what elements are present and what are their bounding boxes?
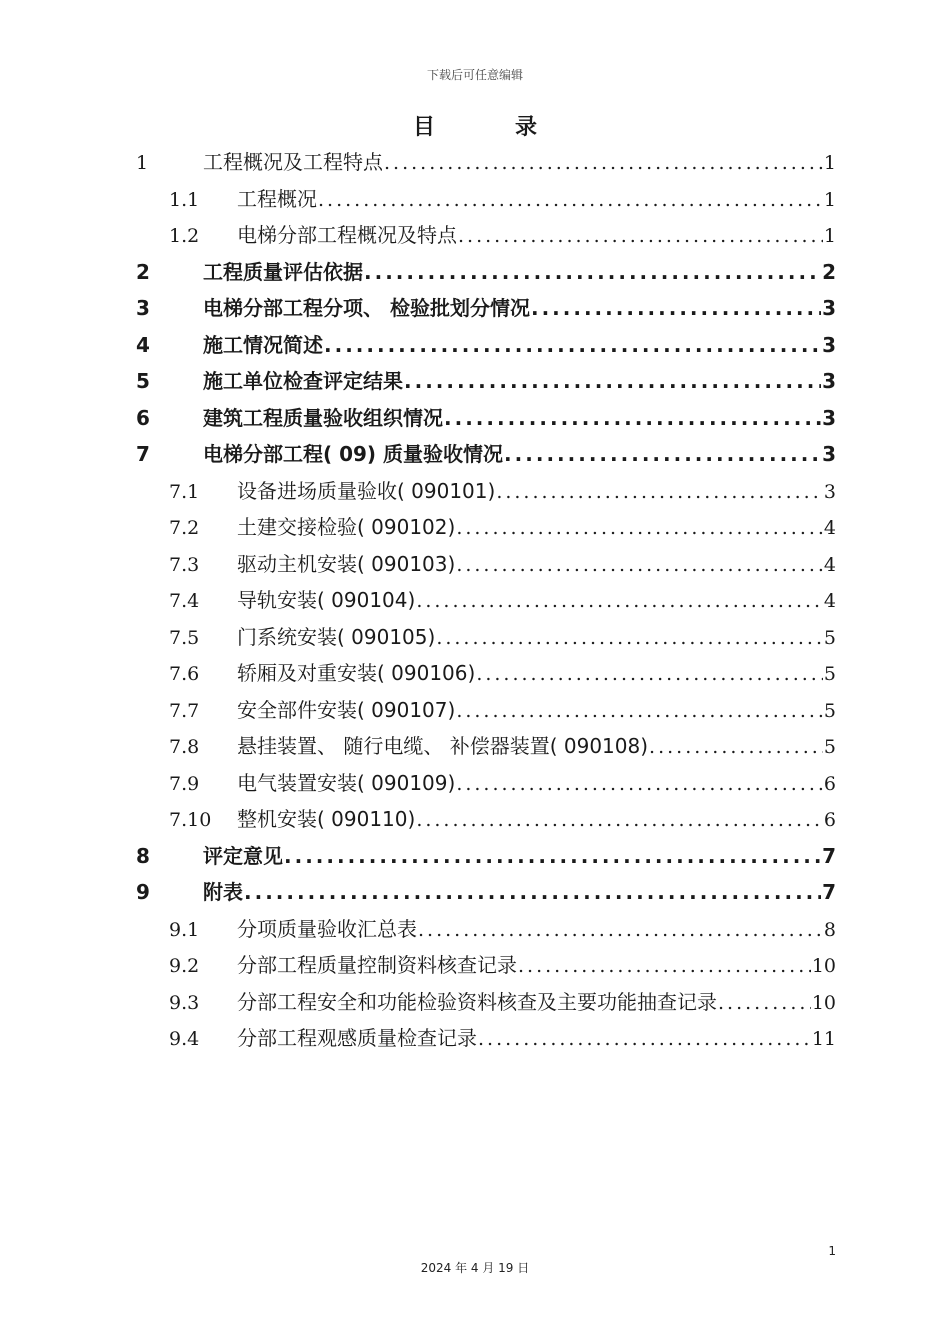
toc-entry-title: 安全部件安装( 090107)	[237, 697, 456, 722]
toc-entry[interactable]	[136, 984, 836, 1021]
toc-entry-number: 7	[136, 442, 150, 466]
toc-entry-page: 7	[822, 843, 836, 868]
toc-entry-number: 7.3	[169, 553, 200, 576]
toc-entry[interactable]	[136, 144, 836, 181]
toc-entry-page: 3	[822, 369, 836, 393]
toc-dot-leader	[364, 254, 821, 291]
toc-entry-title: 门系统安装( 090105)	[237, 624, 436, 649]
toc-entry-page: 2	[822, 259, 836, 284]
toc-entry[interactable]	[136, 400, 836, 437]
toc-entry-page: 10	[811, 991, 836, 1014]
toc-entry-title: 导轨安装( 090104)	[237, 588, 416, 612]
toc-entry-number: 9.4	[169, 1028, 200, 1050]
toc-entry-page: 3	[822, 442, 836, 466]
toc-entry[interactable]	[136, 655, 836, 692]
toc-dot-leader	[476, 656, 823, 693]
toc-entry-title: 轿厢及对重安装( 090106)	[237, 661, 476, 685]
toc-entry-title: 工程质量评估依据	[203, 259, 363, 284]
toc-entry-number: 9.3	[169, 991, 200, 1014]
toc-entry-title: 分部工程观感质量检查记录	[237, 1026, 477, 1050]
toc-entry[interactable]	[136, 217, 836, 254]
toc-entry-number: 1.1	[169, 188, 200, 211]
toc-entry-page: 1	[823, 188, 836, 211]
toc-entry-page: 4	[823, 590, 836, 612]
toc-entry-number: 4	[136, 332, 150, 357]
toc-entry-page: 10	[811, 955, 836, 977]
toc-entry-number: 7.7	[169, 699, 200, 722]
toc-entry-title: 电梯分部工程( 09) 质量验收情况	[203, 442, 504, 466]
toc-entry-title: 施工单位检查评定结果	[203, 369, 403, 393]
toc-entry-title: 整机安装( 090110)	[237, 807, 416, 831]
toc-entry-page: 1	[823, 152, 836, 174]
toc-entry-title: 分项质量验收汇总表	[237, 916, 417, 941]
toc-entry[interactable]	[136, 254, 836, 291]
footer-date: 2024 年 4 月 19 日	[420, 1261, 530, 1275]
toc-entry-title: 工程概况	[237, 186, 317, 211]
toc-dot-leader	[444, 400, 821, 437]
toc-dot-leader	[718, 985, 811, 1022]
table-of-contents	[136, 144, 836, 1057]
toc-entry[interactable]	[136, 436, 836, 473]
toc-entry-title: 土建交接检验( 090102)	[237, 515, 456, 539]
toc-entry-page: 5	[823, 626, 836, 649]
toc-entry-title: 附表	[203, 880, 243, 904]
toc-entry[interactable]	[136, 1020, 836, 1057]
toc-entry-number: 7.6	[169, 663, 200, 685]
toc-dot-leader	[244, 874, 821, 911]
toc-entry-number: 6	[136, 405, 150, 430]
toc-dot-leader	[416, 583, 823, 620]
toc-dot-leader	[456, 693, 823, 730]
toc-entry-page: 11	[811, 1028, 836, 1050]
toc-entry-page: 1	[823, 225, 836, 247]
toc-dot-leader	[324, 327, 821, 364]
toc-dot-leader	[284, 838, 821, 875]
toc-entry-title: 电梯分部工程概况及特点	[237, 223, 457, 247]
toc-entry-number: 1.2	[169, 225, 200, 247]
toc-entry-page: 7	[822, 880, 836, 904]
toc-entry-number: 7.5	[169, 626, 200, 649]
toc-entry[interactable]	[136, 546, 836, 583]
toc-entry[interactable]	[136, 838, 836, 875]
toc-entry[interactable]	[136, 947, 836, 984]
toc-entry[interactable]	[136, 290, 836, 327]
toc-entry-title: 建筑工程质量验收组织情况	[203, 405, 443, 430]
toc-dot-leader	[531, 290, 821, 327]
toc-entry[interactable]	[136, 619, 836, 656]
toc-entry-number: 7.4	[169, 590, 200, 612]
page-header: 下载后可任意编辑	[426, 68, 523, 82]
toc-entry-number: 9	[136, 880, 150, 904]
toc-dot-leader	[418, 912, 823, 949]
toc-entry-number: 8	[136, 843, 150, 868]
toc-entry-page: 8	[823, 918, 836, 941]
toc-entry[interactable]	[136, 582, 836, 619]
toc-entry-page: 4	[823, 553, 836, 576]
toc-entry-number: 2	[136, 259, 150, 284]
toc-entry-page: 3	[822, 332, 836, 357]
toc-entry-number: 3	[136, 296, 150, 320]
toc-entry-number: 9.2	[169, 955, 200, 977]
toc-dot-leader	[404, 363, 821, 400]
toc-entry-title: 分部工程安全和功能检验资料核查及主要功能抽查记录	[237, 989, 717, 1014]
toc-entry-page: 5	[823, 736, 836, 758]
toc-entry-number: 7.2	[169, 517, 200, 539]
toc-entry-title: 工程概况及工程特点	[203, 150, 383, 174]
toc-entry-page: 4	[823, 517, 836, 539]
toc-entry[interactable]	[136, 327, 836, 364]
toc-entry-page: 3	[823, 480, 836, 503]
toc-title-right: 录	[515, 115, 538, 140]
toc-entry[interactable]	[136, 692, 836, 729]
toc-dot-leader	[458, 218, 823, 255]
toc-dot-leader	[504, 436, 821, 473]
toc-dot-leader	[456, 547, 823, 584]
toc-entry[interactable]	[136, 509, 836, 546]
toc-dot-leader	[496, 474, 823, 511]
toc-dot-leader	[436, 620, 823, 657]
toc-entry[interactable]	[136, 801, 836, 838]
toc-title-left: 目	[412, 115, 435, 140]
toc-dot-leader	[384, 145, 823, 182]
toc-entry[interactable]	[136, 765, 836, 802]
toc-entry-page: 6	[823, 772, 836, 795]
toc-entry-number: 7.10	[169, 809, 212, 831]
toc-dot-leader	[456, 510, 823, 547]
toc-entry-title: 评定意见	[203, 843, 283, 868]
toc-entry-number: 5	[136, 369, 150, 393]
toc-entry-title: 悬挂装置、 随行电缆、 补偿器装置( 090108)	[237, 734, 649, 758]
toc-dot-leader	[456, 766, 823, 803]
toc-entry-page: 5	[823, 699, 836, 722]
toc-dot-leader	[649, 729, 823, 766]
toc-entry[interactable]	[136, 874, 836, 911]
toc-entry-page: 3	[822, 405, 836, 430]
toc-entry-page: 5	[823, 663, 836, 685]
toc-entry-title: 驱动主机安装( 090103)	[237, 551, 456, 576]
toc-entry[interactable]	[136, 473, 836, 510]
toc-entry-number: 1	[136, 152, 149, 174]
toc-entry-title: 设备进场质量验收( 090101)	[237, 478, 496, 503]
toc-entry[interactable]	[136, 728, 836, 765]
toc-entry[interactable]	[136, 181, 836, 218]
toc-dot-leader	[318, 182, 823, 219]
toc-entry-title: 电气装置安装( 090109)	[237, 770, 456, 795]
toc-dot-leader	[518, 948, 811, 985]
toc-title	[0, 110, 950, 141]
toc-entry[interactable]	[136, 363, 836, 400]
toc-entry-number: 7.9	[169, 772, 200, 795]
toc-entry-number: 9.1	[169, 918, 200, 941]
toc-dot-leader	[416, 802, 823, 839]
footer-page-number: 1	[828, 1244, 836, 1258]
toc-entry[interactable]	[136, 911, 836, 948]
toc-entry-page: 6	[823, 809, 836, 831]
toc-entry-number: 7.8	[169, 736, 200, 758]
toc-entry-title: 施工情况简述	[203, 332, 323, 357]
toc-dot-leader	[478, 1021, 811, 1058]
toc-entry-page: 3	[822, 296, 836, 320]
toc-entry-title: 电梯分部工程分项、 检验批划分情况	[203, 296, 530, 320]
toc-entry-title: 分部工程质量控制资料核查记录	[237, 953, 517, 977]
toc-entry-number: 7.1	[169, 480, 200, 503]
